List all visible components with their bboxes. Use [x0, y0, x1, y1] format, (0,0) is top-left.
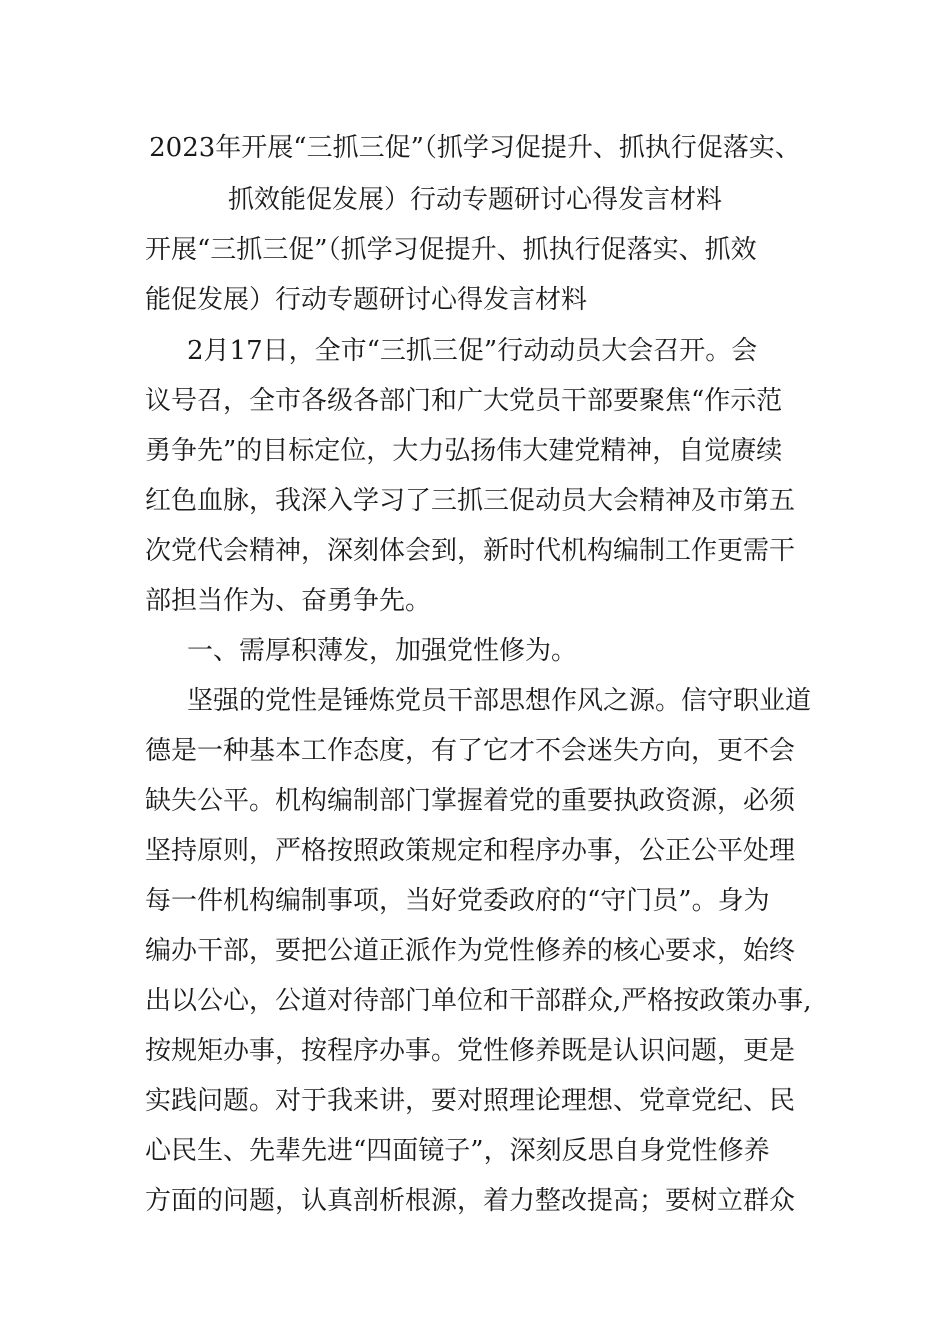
- subtitle-line-1: 开展“三抓三促”（抓学习促提升、抓执行促落实、抓效: [145, 235, 757, 265]
- paragraph-line: 按规矩办事，按程序办事。党性修养既是认识问题，更是: [145, 1036, 796, 1066]
- paragraph-line: 坚强的党性是锤炼党员干部思想作风之源。信守职业道: [187, 686, 812, 716]
- paragraph-line: 议号召，全市各级各部门和广大党员干部要聚焦“作示范: [145, 386, 783, 416]
- subtitle-line-2: 能促发展）行动专题研讨心得发言材料: [145, 285, 588, 315]
- paragraph-line: 德是一种基本工作态度，有了它才不会迷失方向，更不会: [145, 736, 796, 766]
- paragraph-line: 实践问题。对于我来讲，要对照理论理想、党章党纪、民: [145, 1086, 796, 1116]
- document-title-line-2: 抓效能促发展）行动专题研讨心得发言材料: [227, 185, 722, 215]
- paragraph-line: 次党代会精神，深刻体会到，新时代机构编制工作更需干: [145, 536, 796, 566]
- paragraph-line: 心民生、先辈先进“四面镜子”，深刻反思自身党性修养: [145, 1136, 770, 1166]
- paragraph-line: 方面的问题，认真剖析根源，着力整改提高；要树立群众: [145, 1186, 796, 1216]
- paragraph-line: 缺失公平。机构编制部门掌握着党的重要执政资源，必须: [145, 786, 796, 816]
- paragraph-line: 红色血脉，我深入学习了三抓三促动员大会精神及市第五: [145, 486, 796, 516]
- paragraph-line: 2月17日，全市“三抓三促”行动动员大会召开。会: [187, 336, 758, 366]
- paragraph-line: 出以公心，公道对待部门单位和干部群众,严格按政策办事,: [145, 986, 812, 1016]
- paragraph-line: 坚持原则，严格按照政策规定和程序办事，公正公平处理: [145, 836, 796, 866]
- section-heading: 一、需厚积薄发，加强党性修为。: [187, 636, 578, 666]
- paragraph-line: 每一件机构编制事项，当好党委政府的“守门员”。身为: [145, 886, 770, 916]
- paragraph-line: 部担当作为、奋勇争先。: [145, 586, 432, 616]
- paragraph-line: 勇争先”的目标定位，大力弘扬伟大建党精神，自觉赓续: [145, 436, 783, 466]
- paragraph-line: 编办干部，要把公道正派作为党性修养的核心要求，始终: [145, 936, 796, 966]
- document-title-line-1: 2023年开展“三抓三促”（抓学习促提升、抓执行促落实、: [149, 133, 801, 163]
